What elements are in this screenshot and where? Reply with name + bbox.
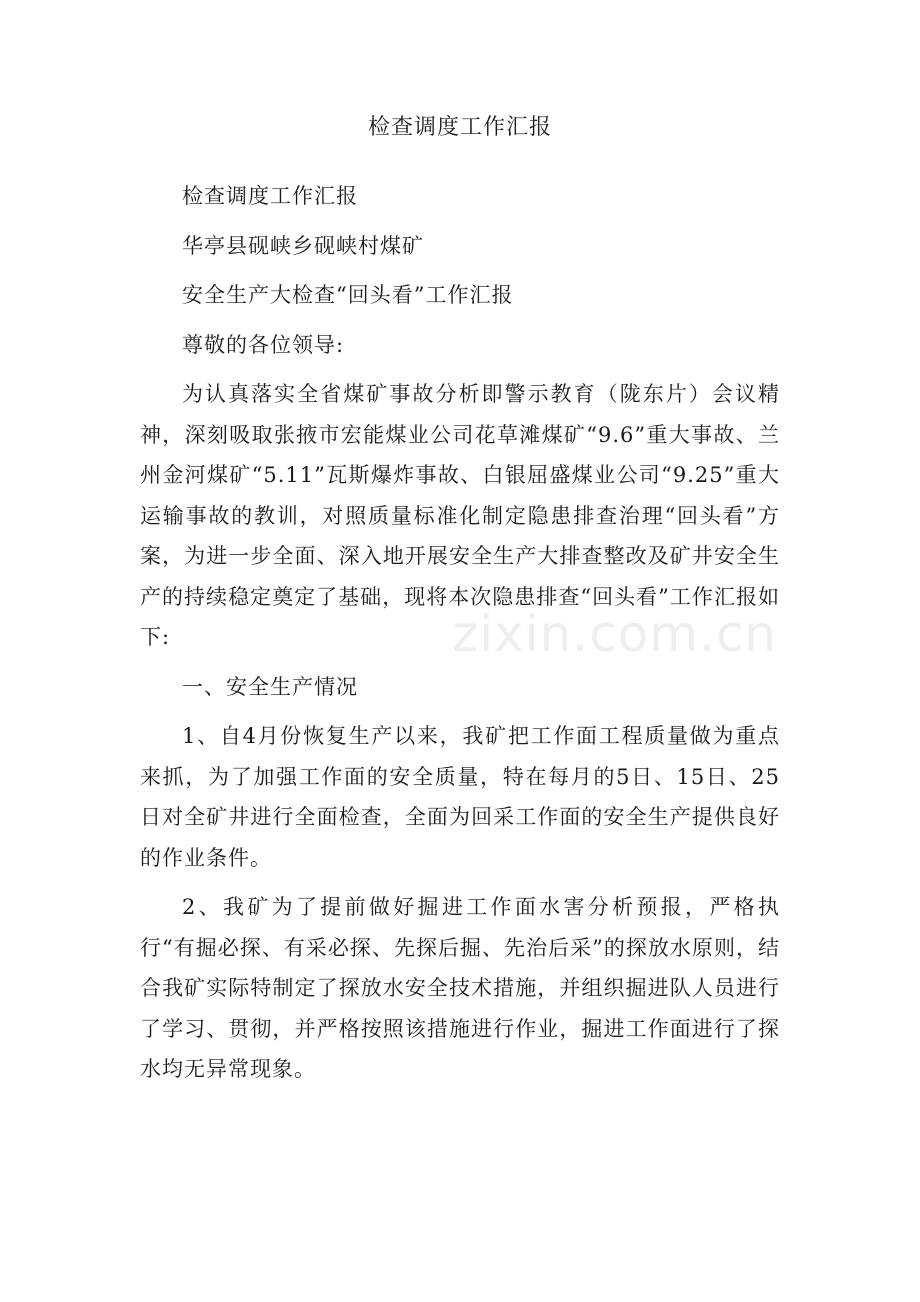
paragraph-organization: 华亭县砚峡乡砚峡村煤矿 (182, 233, 424, 258)
watermark: zixin.com.cn (452, 605, 778, 663)
document-body (140, 176, 780, 1090)
paragraph-report-name: 安全生产大检查“回头看”工作汇报 (182, 283, 514, 307)
paragraph-section-heading: 一、安全生产情况 (182, 674, 358, 699)
paragraph-item-2: 2、我矿为了提前做好掘进工作面水害分析预报，严格执行“有掘必探、有采必探、先探后掘、先治后采”的探放水原则，结合我矿实际特制定了探放水安全技术措施，并组织掘进队人员进行了学习、贯彻，并严格按照该措施进行作业，掘进工作面进行了探水均无异常现象。 (140, 895, 780, 1081)
paragraph-intro: 为认真落实全省煤矿事故分析即警示教育（陇东片）会议精神，深刻吸取张掖市宏能煤业公司花草滩煤矿“9.6”重大事故、兰州金河煤矿“5.11”瓦斯爆炸事故、白银屈盛煤业公司“9.25”重大运输事故的教训，对照质量标准化制定隐患排查治理“回头看”方案，为进一步全面、深入地开展安全生产大排查整改及矿井安全生产的持续稳定奠定了基础，现将本次隐患排查“回头看”工作汇报如下: (140, 382, 780, 649)
paragraph-item-1: 1、自4月份恢复生产以来，我矿把工作面工程质量做为重点来抓，为了加强工作面的安全质量，特在每月的5日、15日、25日对全矿井进行全面检查，全面为回采工作面的安全生产提供良好的作业条件。 (140, 724, 780, 870)
paragraph-salutation: 尊敬的各位领导: (182, 332, 345, 357)
document-title: 检查调度工作汇报 (367, 115, 552, 140)
paragraph-subtitle: 检查调度工作汇报 (182, 184, 358, 208)
